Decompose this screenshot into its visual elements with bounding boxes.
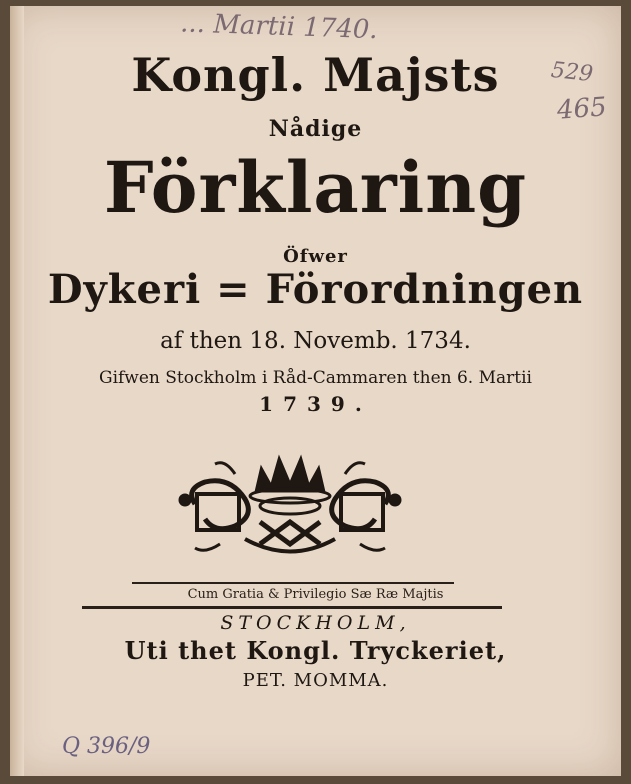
imprint-printer: Uti thet Kongl. Tryckeriet, <box>124 636 507 665</box>
privilege-line: Cum Gratia & Privilegio Sæ Ræ Majtis <box>187 587 444 602</box>
imprint-printer-name: PET. MOMMA. <box>242 670 389 691</box>
handwritten-number-1: 529 <box>549 57 595 88</box>
title-line-2: Nådige <box>268 116 363 142</box>
title-year: 1739. <box>259 392 372 416</box>
crowned-cartouche-ornament-icon <box>175 444 405 564</box>
document-page <box>10 6 621 776</box>
title-issued: Gifwen Stockholm i Råd-Cammaren then 6. Martii <box>99 368 532 388</box>
imprint-city: STOCKHOLM, <box>220 612 411 634</box>
bottom-rule <box>82 606 502 609</box>
top-rule <box>132 582 454 584</box>
title-main: Förklaring <box>103 146 528 229</box>
title-line-1: Kongl. Majsts <box>131 48 500 102</box>
handwritten-top-note: ... Martii 1740. <box>179 8 379 46</box>
handwritten-number-2: 465 <box>556 92 608 126</box>
title-date-reference: af then 18. Novemb. 1734. <box>160 328 471 354</box>
title-line-4: Öfwer <box>283 246 348 267</box>
title-subject: Dykeri = Förordningen <box>47 266 584 313</box>
shelfmark-note: Q 396/9 <box>62 734 151 759</box>
